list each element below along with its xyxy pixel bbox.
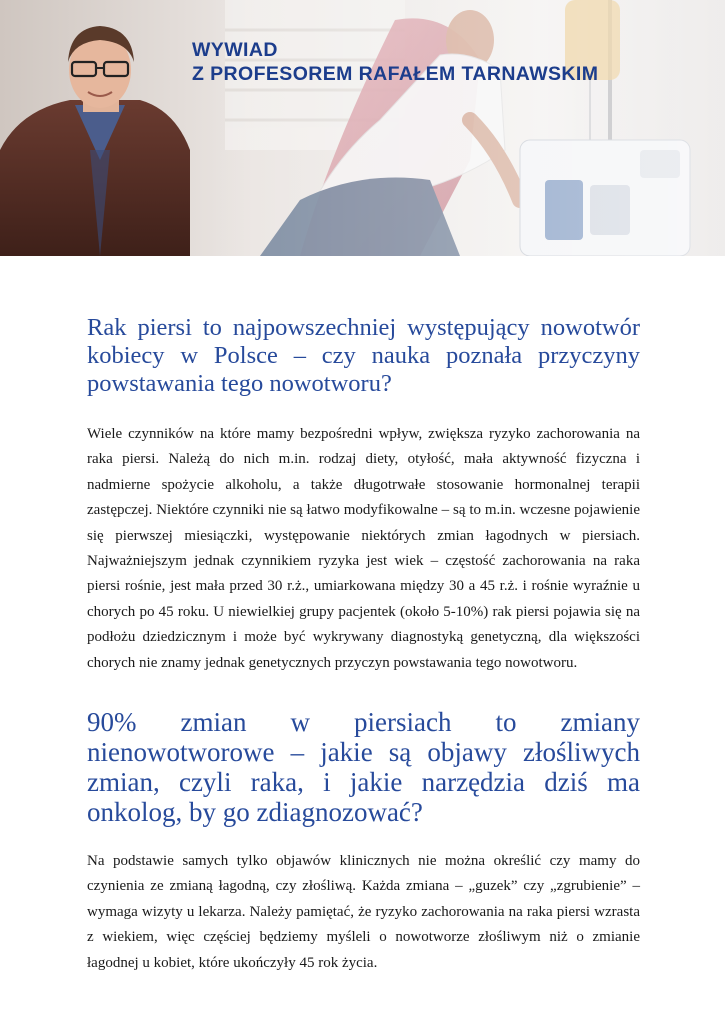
header-banner xyxy=(0,0,725,256)
article-body xyxy=(87,314,640,976)
interview-title-line1: WYWIAD xyxy=(192,39,278,61)
section-2-paragraph: Na podstawie samych tylko objawów klinicznych nie można określić czy mamy do czynienia ze zmianą łagodną, czy złośliwą. Każda zmiana – „guzek” czy „zgrubienie” – wymaga wizyty u lekarza. Należy pamiętać, że ryzyko zachorowania na raka piersi wzrasta z wiekiem, więc częściej będziemy myśleli o nowotworze złośliwym niż o zmianie łagodnej u kobiet, które ukończyły 45 rok życia. xyxy=(87,853,640,971)
interview-title xyxy=(192,38,598,86)
section-2-heading: 90% zmian w piersiach to zmiany nienowotworowe – jakie są objawy złośliwych zmian, czyli raka, i jakie narzędzia dziś ma onkolog, by go zdiagnozować? xyxy=(87,707,640,828)
interview-title-line2: Z PROFESOREM RAFAŁEM TARNAWSKIM xyxy=(192,63,599,85)
section-2 xyxy=(87,707,640,976)
section-1-heading: Rak piersi to najpowszechniej występujący nowotwór kobiecy w Polsce – czy nauka poznała przyczyny powstawania tego nowotworu? xyxy=(87,314,640,397)
section-1 xyxy=(87,314,640,676)
section-1-paragraph: Wiele czynników na które mamy bezpośredni wpływ, zwiększa ryzyko zachorowania na raka piersi. Należą do nich m.in. rodzaj diety, otyłość, mała aktywność fizyczna i nadmierne spożycie alkoholu, a także długotrwałe stosowanie hormonalnej terapii zastępczej. Niektóre czynniki nie są łatwo modyfikowalne – są to m.in. wczesne pojawienie się pierwszej miesiączki, występowanie niektórych zmian łagodnych w piersiach. Najważniejszym jednak czynnikiem ryzyka jest wiek – częstość zachorowania na raka piersi rośnie, jest mała przed 30 r.ż., umiarkowana między 30 a 45 r.ż. i rośnie wyraźnie u chorych po 45 roku. U niewielkiej grupy pacjentek (około 5-10%) rak piersi pojawia się na podłożu dziedzicznym i może być wykrywany diagnostyką genetyczną, dla większości chorych nie znamy jednak genetycznych przyczyn powstawania tego nowotworu. xyxy=(87,426,640,671)
